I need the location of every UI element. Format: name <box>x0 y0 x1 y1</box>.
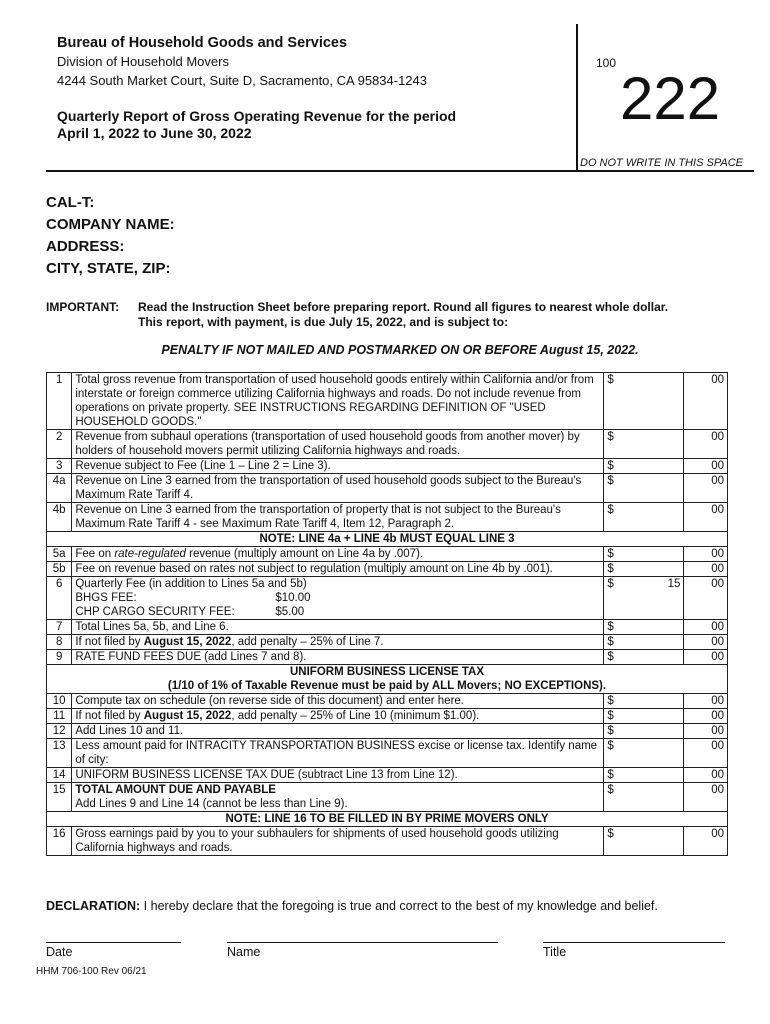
ubl-subtitle: (1/10 of 1% of Taxable Revenue must be paid by ALL Movers; NO EXCEPTIONS). <box>167 680 607 692</box>
bhgs-fee-value: $10.00 <box>275 592 311 604</box>
line-text-post: revenue (multiply amount on Line 4a by .007). <box>185 548 424 560</box>
report-title: Quarterly Report of Gross Operating Revenue for the period April 1, 2022 to June 30, 2022 <box>57 108 457 141</box>
important-label: IMPORTANT: <box>46 300 120 314</box>
line-amount-field[interactable] <box>604 503 684 532</box>
declaration <box>46 899 658 913</box>
dollar-sign: $ <box>607 695 614 707</box>
line-description <box>72 635 604 650</box>
line-amount-field[interactable] <box>604 547 684 562</box>
line-amount-field[interactable] <box>604 635 684 650</box>
declaration-label: DECLARATION: <box>46 899 141 913</box>
table-row <box>47 459 728 474</box>
line-text-post: , add penalty – 25% of Line 10 (minimum $1.00). <box>231 710 480 722</box>
bureau-name: Bureau of Household Goods and Services <box>57 35 348 51</box>
table-row <box>47 724 728 739</box>
line-cents-field[interactable]: 00 <box>684 474 728 503</box>
line-text-pre: If not filed by <box>75 636 144 648</box>
chp-fee-value: $5.00 <box>275 606 305 618</box>
line-amount-field[interactable] <box>604 474 684 503</box>
line-number: 4b <box>47 503 72 532</box>
line-amount-field[interactable] <box>604 562 684 577</box>
line-amount-field[interactable] <box>604 739 684 768</box>
line-number: 16 <box>47 827 72 856</box>
line-text: Quarterly Fee (in addition to Lines 5a and 5b) <box>75 578 307 590</box>
line-amount-field[interactable] <box>604 577 684 620</box>
line-cents-field[interactable]: 00 <box>684 768 728 783</box>
table-row <box>47 650 728 665</box>
line-description <box>72 709 604 724</box>
line-amount-field[interactable] <box>604 768 684 783</box>
line-cents-field[interactable]: 00 <box>684 373 728 430</box>
line-cents-field[interactable]: 00 <box>684 547 728 562</box>
bhgs-fee-row <box>75 591 600 605</box>
line-number: 10 <box>47 694 72 709</box>
form-code-large: 222 <box>620 65 721 132</box>
line-cents-field[interactable]: 00 <box>684 562 728 577</box>
title-label: Title <box>543 945 567 959</box>
line-number: 15 <box>47 783 72 812</box>
header-horizontal-divider <box>46 170 754 172</box>
line-number: 6 <box>47 577 72 620</box>
declaration-text: I hereby declare that the foregoing is true and correct to the best of my knowledge and belief. <box>140 899 658 913</box>
line-amount-field[interactable] <box>604 430 684 459</box>
line-description: Revenue subject to Fee (Line 1 – Line 2 = Line 3). <box>72 459 604 474</box>
line-description: RATE FUND FEES DUE (add Lines 7 and 8). <box>72 650 604 665</box>
ubl-title: UNIFORM BUSINESS LICENSE TAX <box>289 666 485 678</box>
important-line-1: Read the Instruction Sheet before preparing report. Round all figures to nearest whole dollar. <box>138 300 669 314</box>
amount-value: 15 <box>667 578 681 590</box>
line-text-bold: August 15, 2022 <box>143 636 232 648</box>
line-description: UNIFORM BUSINESS LICENSE TAX DUE (subtract Line 13 from Line 12). <box>72 768 604 783</box>
line-number: 5a <box>47 547 72 562</box>
line-cents-field[interactable]: 00 <box>684 635 728 650</box>
form-code-small: 100 <box>596 56 617 70</box>
table-row <box>47 635 728 650</box>
line-number: 1 <box>47 373 72 430</box>
line-amount-field[interactable] <box>604 783 684 812</box>
line-amount-field[interactable] <box>604 373 684 430</box>
line-number: 3 <box>47 459 72 474</box>
table-row <box>47 694 728 709</box>
line-cents-field[interactable]: 00 <box>684 459 728 474</box>
line-description <box>72 577 604 620</box>
line-amount-field[interactable] <box>604 827 684 856</box>
line-number: 4a <box>47 474 72 503</box>
line-amount-field[interactable] <box>604 620 684 635</box>
company-info-block <box>46 192 175 280</box>
name-label: Name <box>227 945 261 959</box>
table-row <box>47 577 728 620</box>
line-description: Total gross revenue from transportation of used household goods entirely within California and/or from interstate or foreign commerce utilizing California highways and roads. Do not include revenue from operations on private property. SEE INSTRUCTIONS REGARDING DEFINITION OF "USED HOUSEHOLD GOODS." <box>72 373 604 430</box>
line-description: Compute tax on schedule (on reverse side of this document) and enter here. <box>72 694 604 709</box>
line-text-post: , add penalty – 25% of Line 7. <box>231 636 384 648</box>
note-line4: NOTE: LINE 4a + LINE 4b MUST EQUAL LINE 3 <box>47 532 728 547</box>
line-amount-field[interactable] <box>604 724 684 739</box>
city-state-zip-label: CITY, STATE, ZIP: <box>46 260 171 277</box>
header-vertical-divider <box>576 24 578 170</box>
line-text-bold: TOTAL AMOUNT DUE AND PAYABLE <box>75 784 276 796</box>
dollar-sign: $ <box>607 548 614 560</box>
line-cents-field[interactable]: 00 <box>684 827 728 856</box>
line-number: 5b <box>47 562 72 577</box>
line-number: 11 <box>47 709 72 724</box>
dollar-sign: $ <box>607 431 614 443</box>
table-row <box>47 562 728 577</box>
line-number: 8 <box>47 635 72 650</box>
line-cents-field[interactable]: 00 <box>684 650 728 665</box>
line-number: 2 <box>47 430 72 459</box>
dollar-sign: $ <box>607 563 614 575</box>
dollar-sign: $ <box>607 651 614 663</box>
line-number: 7 <box>47 620 72 635</box>
line-cents-field[interactable]: 00 <box>684 620 728 635</box>
line-text-pre: Fee on <box>75 548 115 560</box>
form-revision-footer: HHM 706-100 Rev 06/21 <box>36 966 147 977</box>
table-row <box>47 783 728 812</box>
line-number: 12 <box>47 724 72 739</box>
dollar-sign: $ <box>607 710 614 722</box>
dollar-sign: $ <box>607 828 614 840</box>
table-row <box>47 503 728 532</box>
dollar-sign: $ <box>607 504 614 516</box>
table-row <box>47 620 728 635</box>
line-cents-field[interactable]: 00 <box>684 724 728 739</box>
dollar-sign: $ <box>607 769 614 781</box>
line-cents-field[interactable]: 00 <box>684 430 728 459</box>
line-description: Fee on revenue based on rates not subject to regulation (multiply amount on Line 4b by .001). <box>72 562 604 577</box>
table-row <box>47 430 728 459</box>
dollar-sign: $ <box>607 460 614 472</box>
table-row <box>47 709 728 724</box>
important-text <box>138 300 738 330</box>
table-row <box>47 532 728 547</box>
line-amount-field[interactable] <box>604 694 684 709</box>
line-amount-field[interactable] <box>604 459 684 474</box>
line-description <box>72 783 604 812</box>
table-row <box>47 547 728 562</box>
table-row <box>47 827 728 856</box>
line-number: 14 <box>47 768 72 783</box>
dollar-sign: $ <box>607 374 614 386</box>
line-description: Add Lines 10 and 11. <box>72 724 604 739</box>
name-signature-line[interactable] <box>227 942 498 943</box>
line-amount-field[interactable] <box>604 709 684 724</box>
chp-fee-row <box>75 605 600 619</box>
dollar-sign: $ <box>607 621 614 633</box>
dollar-sign: $ <box>607 725 614 737</box>
date-label: Date <box>46 945 73 959</box>
line-description <box>72 547 604 562</box>
revenue-form-table <box>46 372 728 856</box>
line-description: Revenue on Line 3 earned from the transportation of property that is not subject to the Bureau's Maximum Rate Tariff 4 - see Maximum Rate Tariff 4, Item 12, Paragraph 2. <box>72 503 604 532</box>
table-row <box>47 474 728 503</box>
dollar-sign: $ <box>607 636 614 648</box>
line-description: Less amount paid for INTRACITY TRANSPORTATION BUSINESS excise or license tax. Identify name of city: <box>72 739 604 768</box>
line-description: Revenue on Line 3 earned from the transportation of used household goods subject to the Bureau's Maximum Rate Tariff 4. <box>72 474 604 503</box>
penalty-notice: PENALTY IF NOT MAILED AND POSTMARKED ON OR BEFORE August 15, 2022. <box>161 343 639 357</box>
line-text-emphasis: rate-regulated <box>114 548 186 560</box>
table-row <box>47 665 728 694</box>
chp-fee-label: CHP CARGO SECURITY FEE: <box>75 606 235 618</box>
bureau-address: 4244 South Market Court, Suite D, Sacramento, CA 95834-1243 <box>57 73 427 88</box>
line-cents-field[interactable]: 00 <box>684 783 728 812</box>
line-cents-field[interactable]: 00 <box>684 577 728 620</box>
line-cents-field[interactable]: 00 <box>684 694 728 709</box>
dollar-sign: $ <box>607 578 614 590</box>
table-row <box>47 373 728 430</box>
date-signature-line[interactable] <box>46 942 181 943</box>
address-label: ADDRESS: <box>46 238 125 255</box>
table-row <box>47 739 728 768</box>
dollar-sign: $ <box>607 784 614 796</box>
line-cents-field[interactable]: 00 <box>684 709 728 724</box>
note-line16: NOTE: LINE 16 TO BE FILLED IN BY PRIME MOVERS ONLY <box>47 812 728 827</box>
dollar-sign: $ <box>607 475 614 487</box>
table-row <box>47 812 728 827</box>
line-number: 13 <box>47 739 72 768</box>
line-description: Total Lines 5a, 5b, and Line 6. <box>72 620 604 635</box>
company-name-label: COMPANY NAME: <box>46 216 175 233</box>
do-not-write-label: DO NOT WRITE IN THIS SPACE <box>580 157 743 169</box>
line-text-pre: If not filed by <box>75 710 144 722</box>
important-line-2: This report, with payment, is due July 15, 2022, and is subject to: <box>138 315 509 329</box>
table-row <box>47 768 728 783</box>
division-name: Division of Household Movers <box>57 54 229 69</box>
line-text: Add Lines 9 and Line 14 (cannot be less than Line 9). <box>75 798 348 810</box>
bhgs-fee-label: BHGS FEE: <box>75 592 137 604</box>
line-description: Revenue from subhaul operations (transportation of used household goods from another mover) by holders of household movers permit utilizing California highways and roads. <box>72 430 604 459</box>
line-number: 9 <box>47 650 72 665</box>
dollar-sign: $ <box>607 740 614 752</box>
ubl-header <box>47 665 728 694</box>
line-amount-field[interactable] <box>604 650 684 665</box>
line-text-bold: August 15, 2022 <box>143 710 232 722</box>
line-description: Gross earnings paid by you to your subhaulers for shipments of used household goods utilizing California highways and roads. <box>72 827 604 856</box>
cal-t-label: CAL-T: <box>46 194 95 211</box>
line-cents-field[interactable]: 00 <box>684 503 728 532</box>
title-signature-line[interactable] <box>543 942 725 943</box>
line-cents-field[interactable]: 00 <box>684 739 728 768</box>
